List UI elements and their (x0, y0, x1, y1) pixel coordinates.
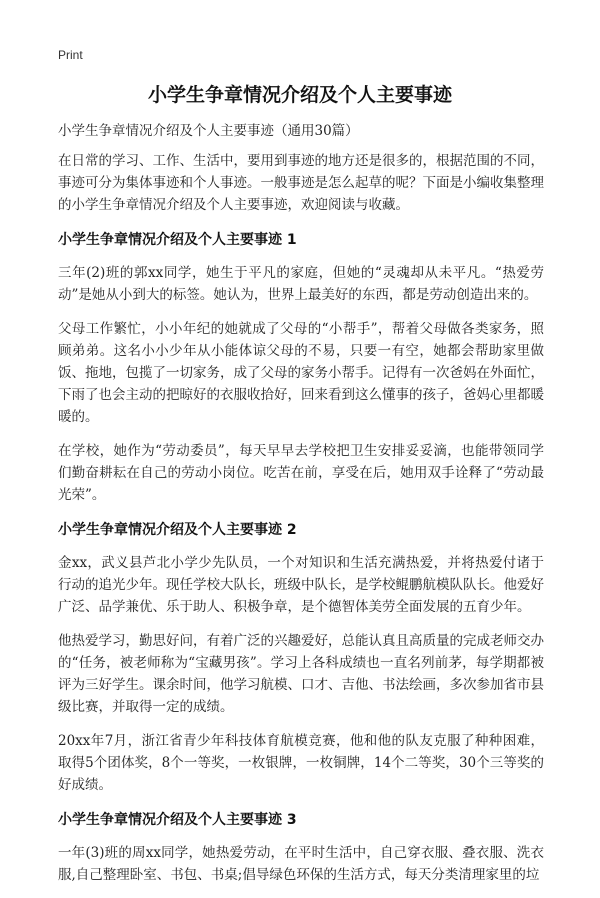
article-subtitle: 小学生争章情况介绍及个人主要事迹（通用30篇） (58, 123, 359, 139)
page-title: 小学生争章情况介绍及个人主要事迹 (147, 84, 452, 106)
article-body (58, 120, 544, 898)
section-paragraph: 金xx，武义县芦北小学少先队员，一个对知识和生活充满热爱，并将热爱付诸于行动的追光少年。现任学校大队长，班级中队长，是学校鲲鹏航模队队长。他爱好广泛、品学兼优、乐于助人、积极争章，是个德智体美劳全面发展的五育少年。 (58, 555, 544, 615)
section-heading: 小学生争章情况介绍及个人主要事迹 1 (58, 232, 297, 248)
intro-paragraph: 在日常的学习、工作、生活中，要用到事迹的地方还是很多的，根据范围的不同，事迹可分为集体事迹和个人事迹。一般事迹是怎么起草的呢？下面是小编收集整理的小学生争章情况介绍及个人主要事迹，欢迎阅读与收藏。 (58, 153, 544, 213)
print-link[interactable]: Print (58, 48, 83, 62)
section-paragraph: 20xx年7月，浙江省青少年科技体育航模竞赛，他和他的队友克服了种种困难，取得5个团体奖，8个一等奖，一枚银牌，一枚铜牌，14个二等奖，30个三等奖的好成绩。 (58, 733, 544, 793)
section-heading: 小学生争章情况介绍及个人主要事迹 3 (58, 812, 297, 828)
section-paragraph: 他热爱学习，勤思好问，有着广泛的兴趣爱好，总能认真且高质量的完成老师交办的“任务，被老师称为“宝藏男孩”。学习上各科成绩也一直名列前茅，每学期都被评为三好学生。课余时间，他学习航模、口才、吉他、书法绘画，多次参加省市县级比赛，并取得一定的成绩。 (58, 633, 544, 715)
section-paragraph: 三年(2)班的郭xx同学，她生于平凡的家庭，但她的“灵魂却从未平凡。“热爱劳动”是她从小到大的标签。她认为，世界上最美好的东西，都是劳动创造出来的。 (58, 265, 544, 303)
section-heading: 小学生争章情况介绍及个人主要事迹 2 (58, 522, 297, 538)
section-paragraph: 在学校，她作为“劳动委员”，每天早早去学校把卫生安排妥妥滴，也能带领同学们勤奋耕耘在自己的劳动小岗位。吃苦在前，享受在后，她用双手诠释了“劳动最光荣”。 (58, 443, 544, 503)
section-paragraph: 一年(3)班的周xx同学，她热爱劳动，在平时生活中，自己穿衣服、叠衣服、洗衣服,自己整理卧室、书包、书桌;倡导绿色环保的生活方式，每天分类清理家里的垃 (58, 845, 544, 883)
section-paragraph: 父母工作繁忙，小小年纪的她就成了父母的“小帮手”，帮着父母做各类家务，照顾弟弟。这名小小少年从小能体谅父母的不易，只要一有空，她都会帮助家里做饭、拖地，包揽了一切家务，成了父母的家务小帮手。记得有一次爸妈在外面忙，下雨了也会主动的把晾好的衣服收拾好，回来看到这么懂事的孩子，爸妈心里都暖暖的。 (58, 321, 544, 425)
